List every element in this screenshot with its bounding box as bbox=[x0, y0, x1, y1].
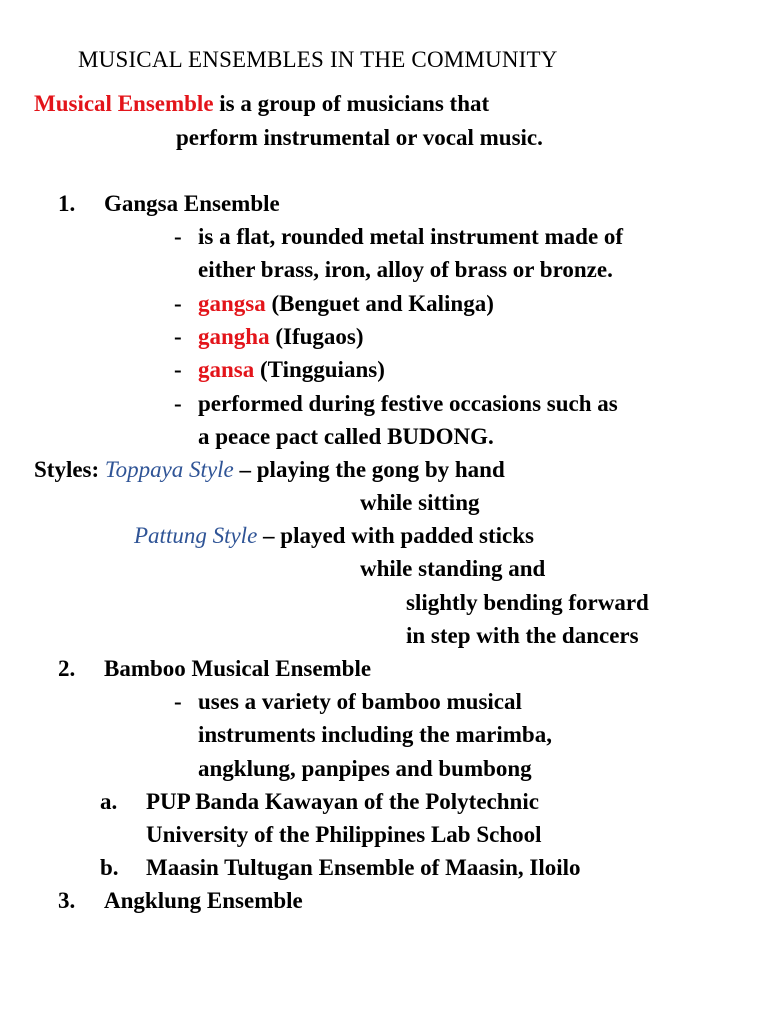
bullet-dash: - bbox=[174, 689, 182, 714]
toppaya-style-line-2: while sitting bbox=[360, 490, 480, 515]
bullet-dash: - bbox=[174, 224, 182, 249]
gangsa-occasion-line-1: performed during festive occasions such as bbox=[198, 391, 618, 416]
example-letter-b: b. bbox=[100, 855, 119, 880]
list-number-1: 1. bbox=[58, 191, 76, 216]
pattung-style-line-3: slightly bending forward bbox=[406, 590, 649, 615]
gangsa-desc-line-2: either brass, iron, alloy of brass or bronze. bbox=[198, 257, 613, 282]
definition-text: is a group of musicians that bbox=[213, 91, 490, 116]
bamboo-desc-line-1: uses a variety of bamboo musical bbox=[198, 689, 522, 714]
example-a-line-2: University of the Philippines Lab School bbox=[146, 822, 542, 847]
definition-term: Musical Ensemble bbox=[34, 91, 214, 116]
gangsa-name-item bbox=[198, 323, 364, 351]
gangsa-name-term: gangha bbox=[198, 324, 270, 349]
gangsa-heading: Gangsa Ensemble bbox=[104, 191, 280, 216]
list-number-3: 3. bbox=[58, 888, 76, 913]
toppaya-style-name: Toppaya Style bbox=[104, 457, 234, 482]
gangsa-name-term: gansa bbox=[198, 357, 255, 382]
definition-line-2: perform instrumental or vocal music. bbox=[176, 125, 543, 150]
toppaya-style-line-1 bbox=[34, 456, 505, 484]
pattung-style-line-2: while standing and bbox=[360, 556, 546, 581]
page-title: MUSICAL ENSEMBLES IN THE COMMUNITY bbox=[78, 47, 558, 72]
list-number-2: 2. bbox=[58, 656, 76, 681]
bamboo-heading: Bamboo Musical Ensemble bbox=[104, 656, 372, 681]
angklung-heading: Angklung Ensemble bbox=[104, 888, 303, 913]
gangsa-name-detail: (Benguet and Kalinga) bbox=[265, 291, 494, 316]
gangsa-name-item bbox=[198, 290, 494, 318]
example-b-line-1: Maasin Tultugan Ensemble of Maasin, Iloilo bbox=[146, 855, 581, 880]
bullet-dash: - bbox=[174, 324, 182, 349]
bullet-dash: - bbox=[174, 357, 182, 382]
bamboo-desc-line-2: instruments including the marimba, bbox=[198, 722, 552, 747]
bamboo-desc-line-3: angklung, panpipes and bumbong bbox=[198, 756, 532, 781]
example-letter-a: a. bbox=[100, 789, 118, 814]
example-a-line-1: PUP Banda Kawayan of the Polytechnic bbox=[146, 789, 539, 814]
pattung-style-name: Pattung Style bbox=[134, 523, 258, 548]
pattung-style-line-4: in step with the dancers bbox=[406, 623, 639, 648]
definition-line-1 bbox=[34, 90, 489, 118]
gangsa-name-term: gangsa bbox=[198, 291, 266, 316]
toppaya-style-desc: – playing the gong by hand bbox=[233, 457, 505, 482]
styles-label: Styles: bbox=[34, 457, 105, 482]
pattung-style-desc: – played with padded sticks bbox=[257, 523, 534, 548]
gangsa-name-item bbox=[198, 356, 385, 384]
gangsa-desc-line-1: is a flat, rounded metal instrument made of bbox=[198, 224, 624, 249]
pattung-style-line-1 bbox=[134, 522, 534, 550]
gangsa-occasion-line-2: a peace pact called BUDONG. bbox=[198, 424, 494, 449]
gangsa-name-detail: (Tingguians) bbox=[254, 357, 385, 382]
bullet-dash: - bbox=[174, 391, 182, 416]
gangsa-name-detail: (Ifugaos) bbox=[269, 324, 364, 349]
bullet-dash: - bbox=[174, 291, 182, 316]
